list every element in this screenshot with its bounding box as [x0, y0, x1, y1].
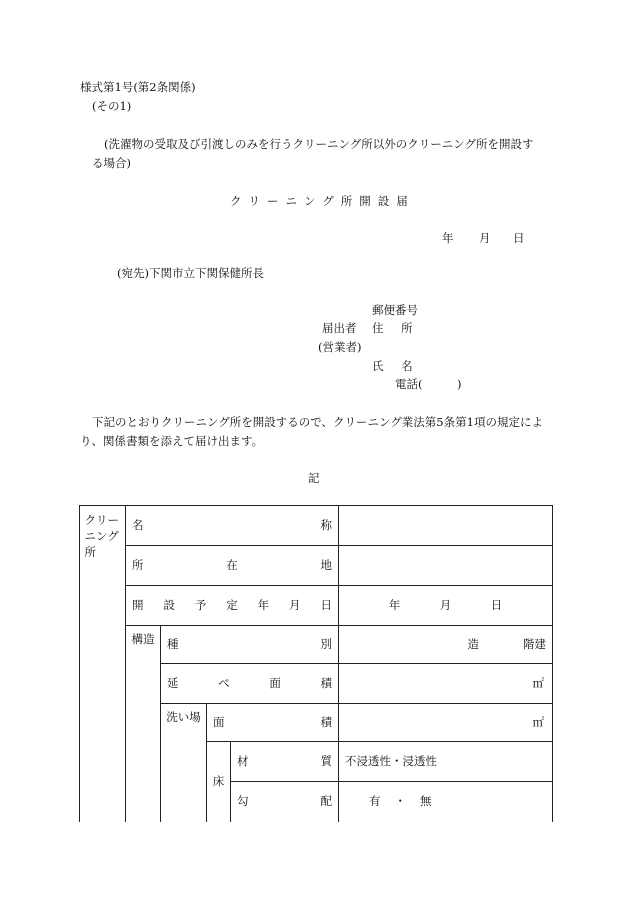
note-line-1: (洗濯物の受取及び引渡しのみを行うクリーニング所以外のクリーニング所を開設す — [104, 137, 534, 151]
washroom-cell — [161, 704, 207, 822]
form-subnumber: (その1) — [92, 99, 132, 113]
section-label: クリーニング所 — [84, 513, 119, 560]
page-title: クリーニング所開設届 — [230, 194, 415, 208]
open-date-value-cell[interactable]: 年 月 日 — [339, 586, 553, 626]
structure-cell — [126, 626, 161, 822]
material-value: 不浸透性・浸透性 — [345, 753, 437, 768]
date-month: 月 — [479, 231, 491, 245]
open-date-label-cell: 開 設 予 定 年 月 日 — [126, 586, 339, 626]
name-label-cell: 名 称 — [126, 506, 339, 546]
applicant-label: 届出者 — [322, 321, 357, 335]
wash-area-value-cell[interactable] — [339, 704, 553, 742]
date-day: 日 — [513, 231, 525, 245]
addressee: (宛先)下関市立下関保健所長 — [117, 266, 264, 280]
kind-value-cell[interactable]: 造 階建 — [339, 626, 553, 664]
wash-area-unit: ㎡ — [532, 714, 544, 729]
section-cell — [80, 506, 126, 822]
role-label: (営業者) — [318, 340, 362, 354]
body-line-1: 下記のとおりクリーニング所を開設するので、クリーニング業法第5条第1項の規定によ — [92, 415, 543, 429]
material-value-cell[interactable] — [339, 742, 553, 782]
form-number: 様式第1号(第2条関係) — [80, 80, 196, 94]
structure-label: 構造 — [131, 632, 155, 646]
floor-area-label-cell: 延 べ 面 積 — [161, 664, 339, 704]
material-label-cell: 材 質 — [231, 742, 339, 782]
floor-area-value-cell[interactable] — [339, 664, 553, 704]
postal-label: 郵便番号 — [372, 303, 418, 317]
ki-mark: 記 — [308, 471, 320, 485]
date-year: 年 — [442, 231, 454, 245]
body-line-2: り、関係書類を添えて届け出ます。 — [80, 434, 264, 448]
location-label-cell: 所 在 地 — [126, 546, 339, 586]
floor-area-unit: ㎡ — [532, 675, 544, 690]
floor-cell — [207, 742, 231, 822]
note-line-2: る場合) — [92, 156, 131, 170]
slope-value-cell[interactable]: 有 ・ 無 — [339, 782, 553, 822]
floor-label: 床 — [212, 773, 225, 788]
slope-label-cell: 勾 配 — [231, 782, 339, 822]
location-value-cell[interactable] — [339, 546, 553, 586]
kind-label-cell: 種 別 — [161, 626, 339, 664]
name-label: 氏 名 — [372, 359, 413, 373]
phone-label: 電話( ) — [395, 377, 462, 391]
wash-area-label-cell: 面 積 — [207, 704, 339, 742]
address-label: 住 所 — [372, 321, 413, 335]
name-value-cell[interactable] — [339, 506, 553, 546]
application-table — [79, 505, 553, 822]
washroom-label: 洗い場 — [166, 710, 201, 724]
